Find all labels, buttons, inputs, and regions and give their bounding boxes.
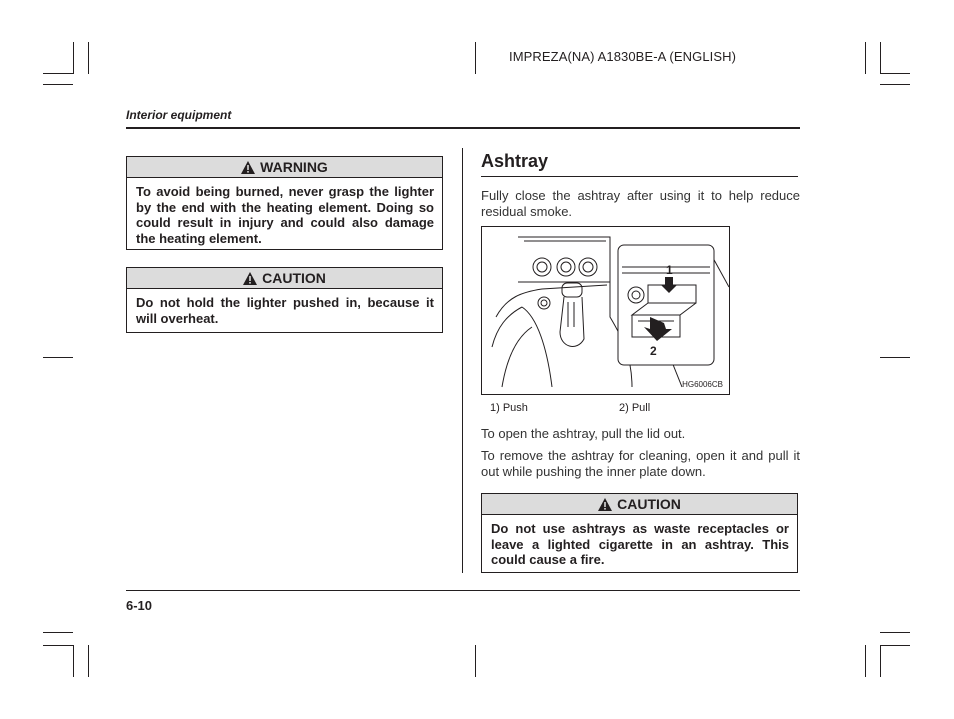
page-number: 6-10 bbox=[126, 598, 153, 613]
document-id: IMPREZA(NA) A1830BE-A (ENGLISH) bbox=[509, 49, 737, 64]
caution-title: CAUTION bbox=[617, 496, 681, 512]
warning-header bbox=[127, 157, 442, 178]
section-title: Interior equipment bbox=[126, 108, 232, 122]
legend-pull: 2) Pull bbox=[619, 402, 651, 414]
open-paragraph: To open the ashtray, pull the lid out. bbox=[481, 426, 686, 441]
caution-text: Do not hold the lighter pushed in, because it will overheat. bbox=[136, 295, 434, 326]
warning-text: To avoid being burned, never grasp the lighter by the end with the heating element. Doing so could result in injury and could also damage the heating element. bbox=[136, 184, 434, 246]
warning-triangle-icon bbox=[243, 270, 257, 290]
section-heading: Ashtray bbox=[481, 151, 549, 171]
caution-title: CAUTION bbox=[262, 270, 326, 286]
heading-rule bbox=[481, 176, 798, 177]
callout-push: 1 bbox=[666, 263, 673, 277]
legend-push: 1) Push bbox=[490, 402, 528, 414]
footer-rule bbox=[126, 590, 800, 591]
caution-header bbox=[127, 268, 442, 289]
caution-text: Do not use ashtrays as waste receptacles or leave a lighted cigarette in an ashtray. This could cause a fire. bbox=[491, 521, 789, 567]
warning-triangle-icon bbox=[598, 496, 612, 516]
ashtray-illustration bbox=[481, 226, 730, 395]
warning-title: WARNING bbox=[260, 159, 328, 175]
remove-paragraph: To remove the ashtray for cleaning, open it and pull it out while pushing the inner plate down. bbox=[481, 448, 800, 479]
intro-paragraph: Fully close the ashtray after using it to help reduce residual smoke. bbox=[481, 188, 800, 219]
caution-header bbox=[482, 494, 797, 515]
header-rule bbox=[126, 127, 800, 129]
warning-box bbox=[126, 156, 443, 250]
caution-box-ashtray bbox=[481, 493, 798, 573]
figure-code: HG6006CB bbox=[682, 380, 723, 389]
callout-pull: 2 bbox=[650, 344, 657, 358]
column-divider bbox=[462, 148, 463, 573]
caution-box-lighter bbox=[126, 267, 443, 333]
warning-triangle-icon bbox=[241, 159, 255, 179]
ashtray-drawing bbox=[482, 227, 729, 394]
